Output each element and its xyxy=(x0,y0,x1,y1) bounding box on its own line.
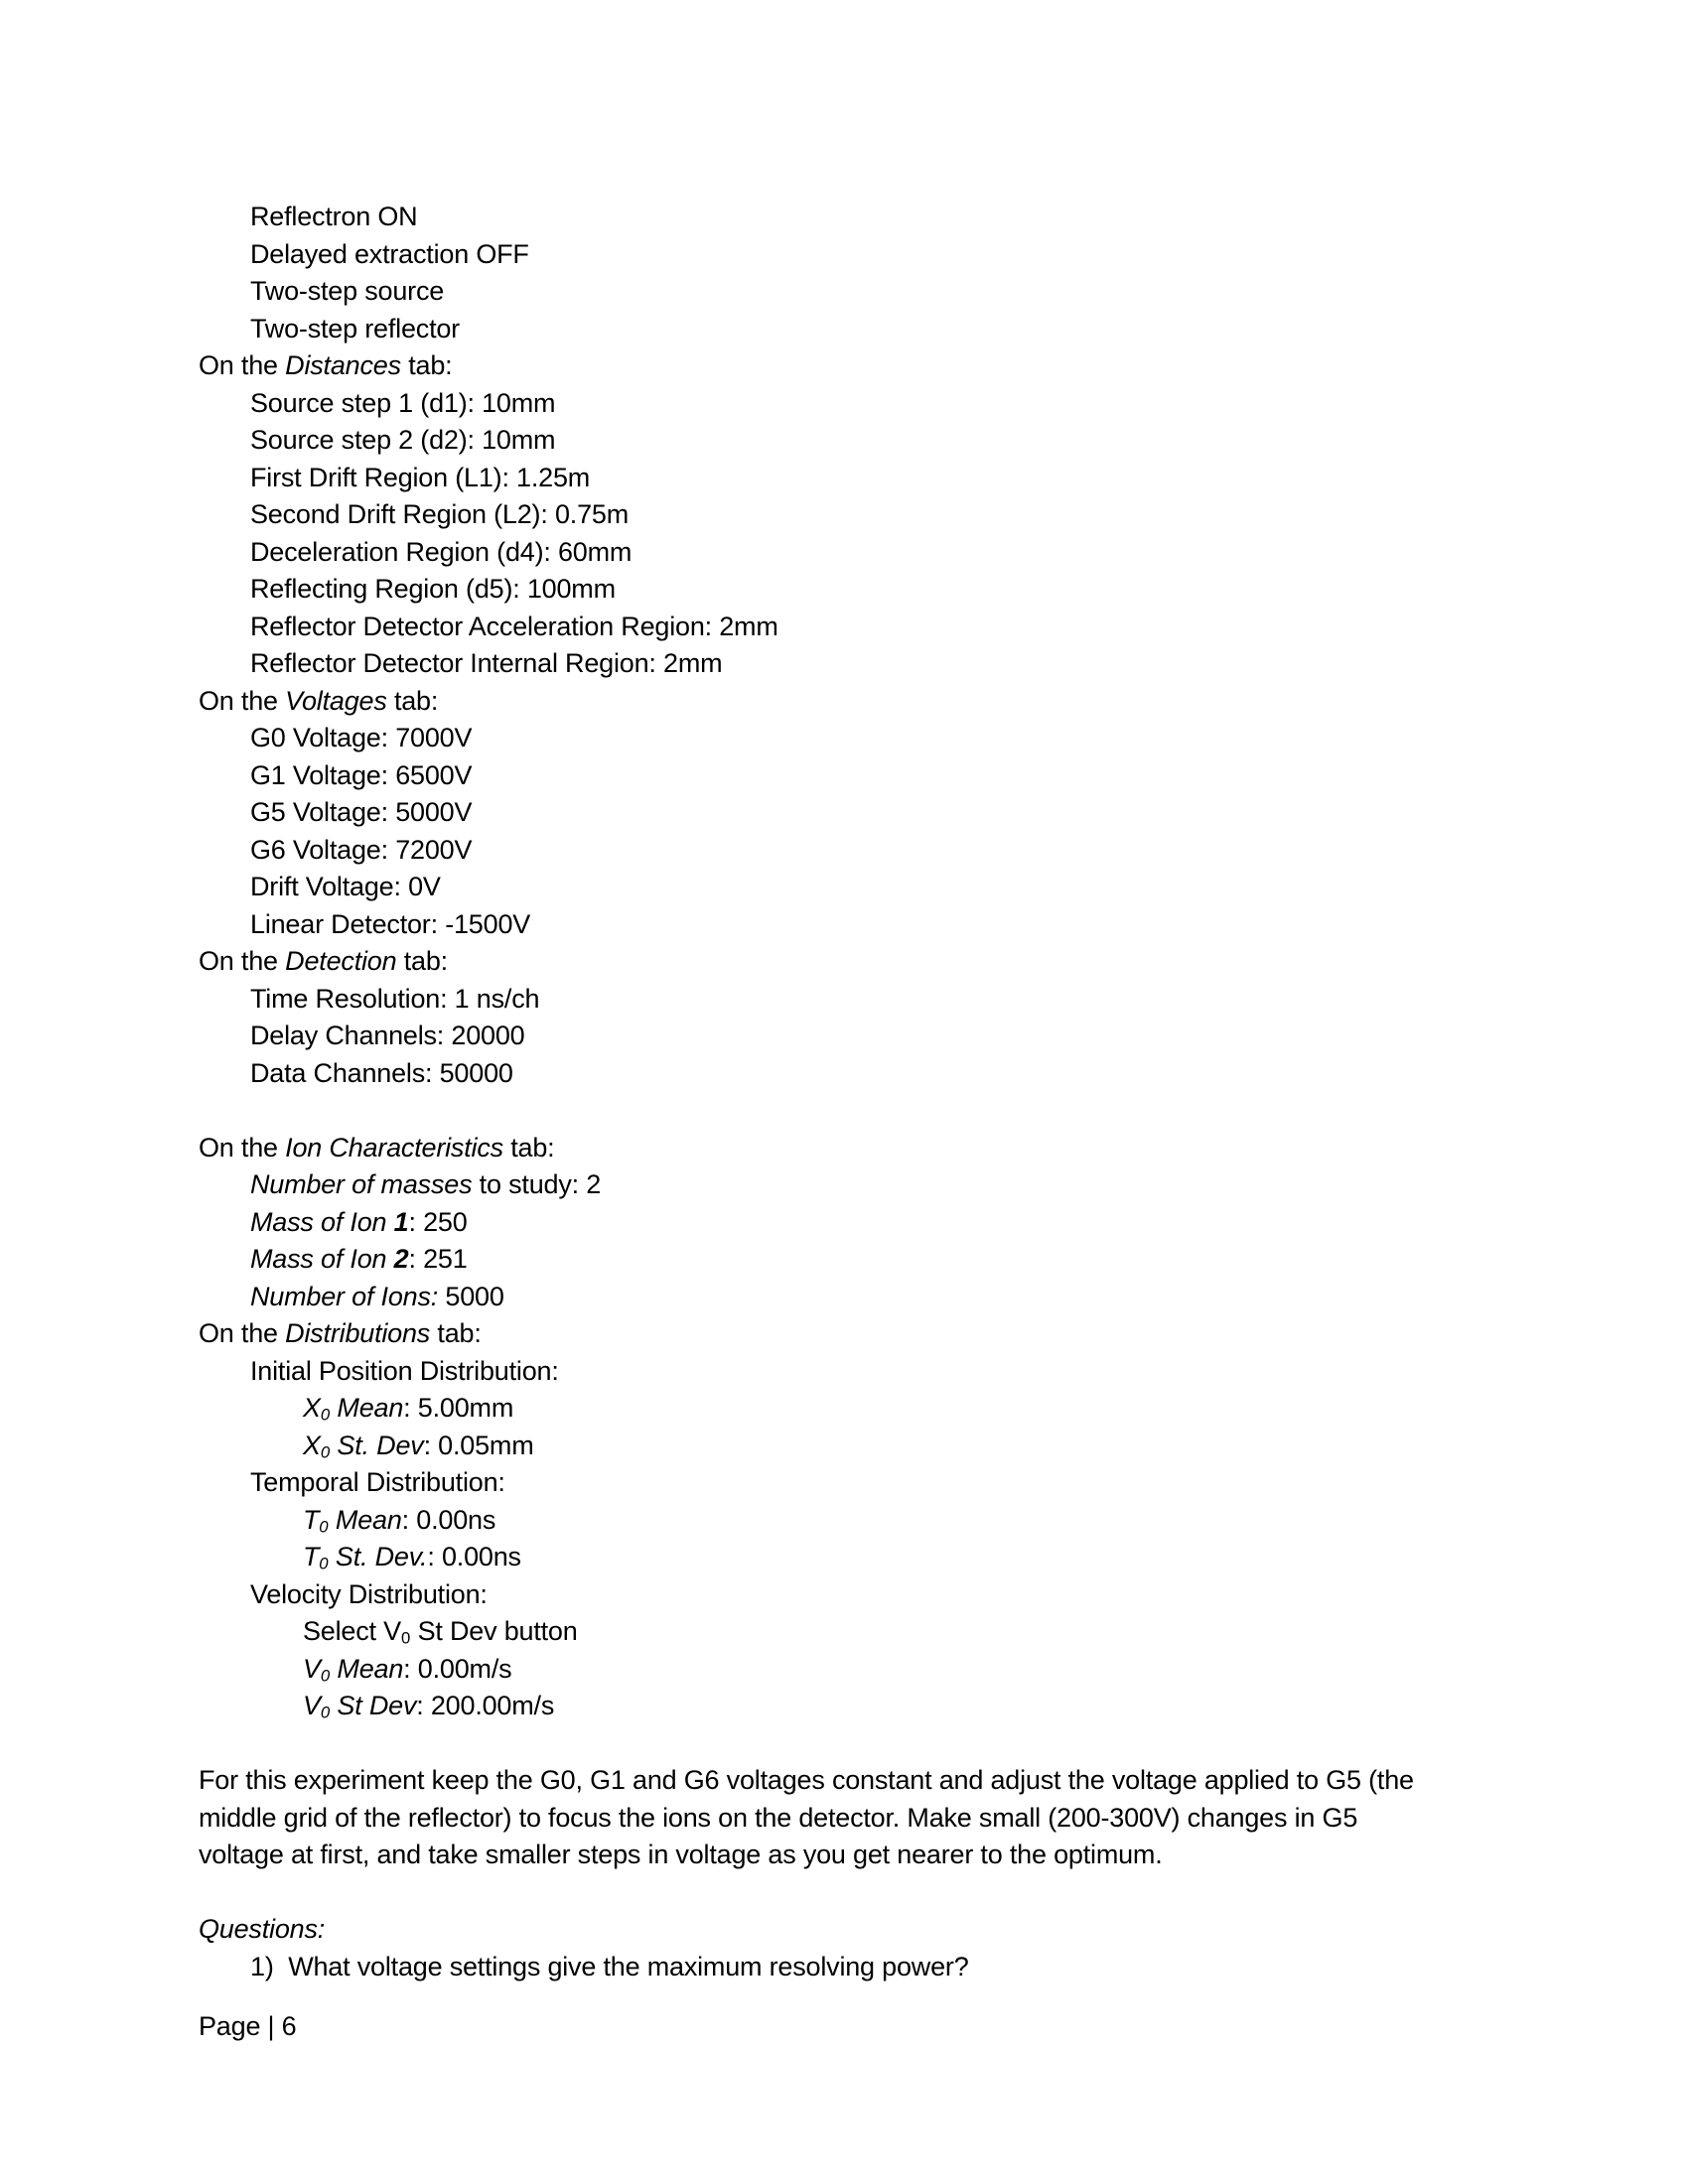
doc-line xyxy=(199,1800,1589,1838)
text-segment: tab: xyxy=(502,1132,555,1162)
doc-line xyxy=(199,869,1589,906)
text-segment: Mass of Ion xyxy=(250,1244,394,1274)
doc-line xyxy=(199,794,1589,832)
doc-line xyxy=(199,1428,1589,1465)
text-segment: Deceleration Region (d4): 60mm xyxy=(250,536,633,567)
text-segment: G5 Voltage: 5000V xyxy=(250,797,473,827)
doc-line xyxy=(199,683,1589,721)
text-segment: First Drift Region (L1): 1.25m xyxy=(250,462,591,492)
text-segment: Mean xyxy=(330,1653,404,1684)
text-segment: 1 xyxy=(393,1206,409,1237)
doc-line xyxy=(199,832,1589,870)
text-segment: Second Drift Region (L2): 0.75m xyxy=(250,499,629,529)
text-segment: On the xyxy=(199,685,286,716)
doc-line xyxy=(199,422,1589,460)
text-segment: : 200.00m/s xyxy=(416,1691,555,1720)
text-segment: St Dev button xyxy=(410,1616,578,1646)
text-segment: Reflectron ON xyxy=(250,202,418,231)
doc-line xyxy=(199,1166,1589,1204)
doc-line xyxy=(199,1353,1589,1391)
text-segment: Time Resolution: 1 ns/ch xyxy=(250,983,540,1014)
doc-line xyxy=(199,1055,1589,1093)
text-segment: : 250 xyxy=(408,1206,468,1237)
text-segment: G0 Voltage: 7000V xyxy=(250,723,473,752)
text-segment: : 0.00ns xyxy=(427,1542,521,1571)
text-segment: Reflector Detector Acceleration Region: 2mm xyxy=(250,611,778,641)
text-segment: St. Dev xyxy=(330,1430,424,1460)
text-segment: Initial Position Distribution: xyxy=(250,1355,559,1386)
text-segment: 0 xyxy=(320,1703,331,1722)
text-segment: tab: xyxy=(430,1318,482,1348)
doc-line xyxy=(199,199,1589,236)
doc-line xyxy=(199,385,1589,423)
doc-line xyxy=(199,347,1589,385)
doc-line xyxy=(199,1390,1589,1428)
text-segment: : 0.00m/s xyxy=(403,1653,512,1684)
doc-line xyxy=(199,1539,1589,1576)
page-footer: Page | 6 xyxy=(199,2011,297,2041)
text-segment: Ion Characteristics xyxy=(285,1132,503,1162)
doc-line xyxy=(199,1204,1589,1242)
doc-line xyxy=(199,981,1589,1019)
text-segment: Data Channels: 50000 xyxy=(250,1057,513,1088)
text-segment: V xyxy=(303,1653,321,1684)
text-segment: Source step 2 (d2): 10mm xyxy=(250,425,556,455)
doc-line xyxy=(199,1837,1589,1874)
text-segment: G1 Voltage: 6500V xyxy=(250,759,473,790)
text-segment: Delay Channels: 20000 xyxy=(250,1021,525,1050)
text-segment: middle grid of the reflector) to focus the ions on the detector. Make small (200-300V) changes in G5 xyxy=(199,1802,1358,1833)
doc-line xyxy=(199,460,1589,497)
text-segment: 0 xyxy=(400,1628,411,1648)
text-segment: For this experiment keep the G0, G1 and G6 voltages constant and adjust the voltage applied to G5 (the xyxy=(199,1765,1414,1795)
doc-line xyxy=(199,645,1589,683)
doc-line xyxy=(199,273,1589,311)
text-segment: Mean xyxy=(330,1393,404,1423)
text-segment: T xyxy=(303,1542,320,1571)
text-segment: 0 xyxy=(320,1405,331,1425)
text-segment: 0 xyxy=(320,1442,331,1462)
text-segment: Detection xyxy=(285,946,397,976)
text-segment: G6 Voltage: 7200V xyxy=(250,834,473,865)
text-segment: Voltages xyxy=(285,685,387,716)
text-segment: 2 xyxy=(393,1244,409,1274)
text-segment: Source step 1 (d1): 10mm xyxy=(250,387,556,418)
doc-line xyxy=(199,943,1589,981)
doc-line xyxy=(199,609,1589,646)
doc-line xyxy=(199,906,1589,944)
document-content xyxy=(199,199,1589,1985)
text-segment: tab: xyxy=(386,685,439,716)
doc-line xyxy=(199,1651,1589,1689)
text-segment: St. Dev. xyxy=(328,1542,428,1571)
text-segment: V xyxy=(303,1691,321,1720)
text-segment: tab: xyxy=(400,350,453,380)
text-segment: Two-step source xyxy=(250,276,445,306)
text-segment: : 5.00mm xyxy=(403,1393,514,1423)
doc-line xyxy=(199,496,1589,534)
doc-line xyxy=(199,1502,1589,1540)
text-segment: Two-step reflector xyxy=(250,313,460,343)
doc-line xyxy=(199,1725,1589,1763)
doc-line xyxy=(199,571,1589,609)
text-segment: : 251 xyxy=(408,1244,468,1274)
text-segment: On the xyxy=(199,1132,286,1162)
text-segment: 0 xyxy=(320,1666,331,1686)
text-segment: Number of Ions: xyxy=(250,1281,439,1311)
text-segment: 0 xyxy=(319,1517,329,1537)
doc-line xyxy=(199,1688,1589,1725)
text-segment: Number of masses xyxy=(250,1169,473,1199)
doc-line xyxy=(199,1911,1589,1949)
text-segment: Linear Detector: -1500V xyxy=(250,908,531,939)
text-segment: X xyxy=(303,1430,321,1460)
text-segment: Mean xyxy=(328,1504,402,1535)
doc-line xyxy=(199,1874,1589,1912)
doc-line xyxy=(199,1092,1589,1130)
doc-line xyxy=(199,1464,1589,1502)
text-segment: voltage at first, and take smaller steps in voltage as you get nearer to the optimum. xyxy=(199,1840,1163,1869)
text-segment: T xyxy=(303,1504,320,1535)
doc-line xyxy=(199,1241,1589,1279)
doc-line xyxy=(199,1576,1589,1614)
text-segment: Velocity Distribution: xyxy=(250,1578,488,1609)
text-segment: Delayed extraction OFF xyxy=(250,238,529,269)
doc-line xyxy=(199,1762,1589,1800)
text-segment: Distributions xyxy=(285,1318,431,1348)
doc-line xyxy=(199,1018,1589,1055)
text-segment: 1) What voltage settings give the maximum resolving power? xyxy=(250,1951,969,1981)
text-segment: X xyxy=(303,1393,321,1423)
text-segment: to study: 2 xyxy=(472,1169,602,1199)
text-segment: : 0.00ns xyxy=(401,1504,496,1535)
text-segment: Temporal Distribution: xyxy=(250,1467,505,1497)
doc-line xyxy=(199,757,1589,795)
doc-line xyxy=(199,236,1589,274)
doc-line xyxy=(199,1315,1589,1353)
text-segment: Questions: xyxy=(199,1914,326,1944)
text-segment: St Dev xyxy=(330,1691,417,1720)
doc-line xyxy=(199,1613,1589,1651)
text-segment: Reflecting Region (d5): 100mm xyxy=(250,574,616,604)
doc-line xyxy=(199,311,1589,348)
doc-line xyxy=(199,1130,1589,1167)
text-segment: On the xyxy=(199,946,286,976)
doc-line xyxy=(199,1279,1589,1316)
text-segment: Distances xyxy=(285,350,401,380)
text-segment: : 0.05mm xyxy=(423,1430,534,1460)
text-segment: tab: xyxy=(396,946,448,976)
doc-line xyxy=(199,1949,1589,1986)
doc-line xyxy=(199,534,1589,572)
text-segment: Reflector Detector Internal Region: 2mm xyxy=(250,648,723,678)
text-segment: 5000 xyxy=(438,1281,504,1311)
text-segment: On the xyxy=(199,350,286,380)
text-segment: Drift Voltage: 0V xyxy=(250,872,441,901)
doc-line xyxy=(199,720,1589,757)
text-segment: 0 xyxy=(319,1554,329,1573)
text-segment: On the xyxy=(199,1318,286,1348)
text-segment: Mass of Ion xyxy=(250,1206,394,1237)
text-segment: Select V xyxy=(303,1616,401,1646)
